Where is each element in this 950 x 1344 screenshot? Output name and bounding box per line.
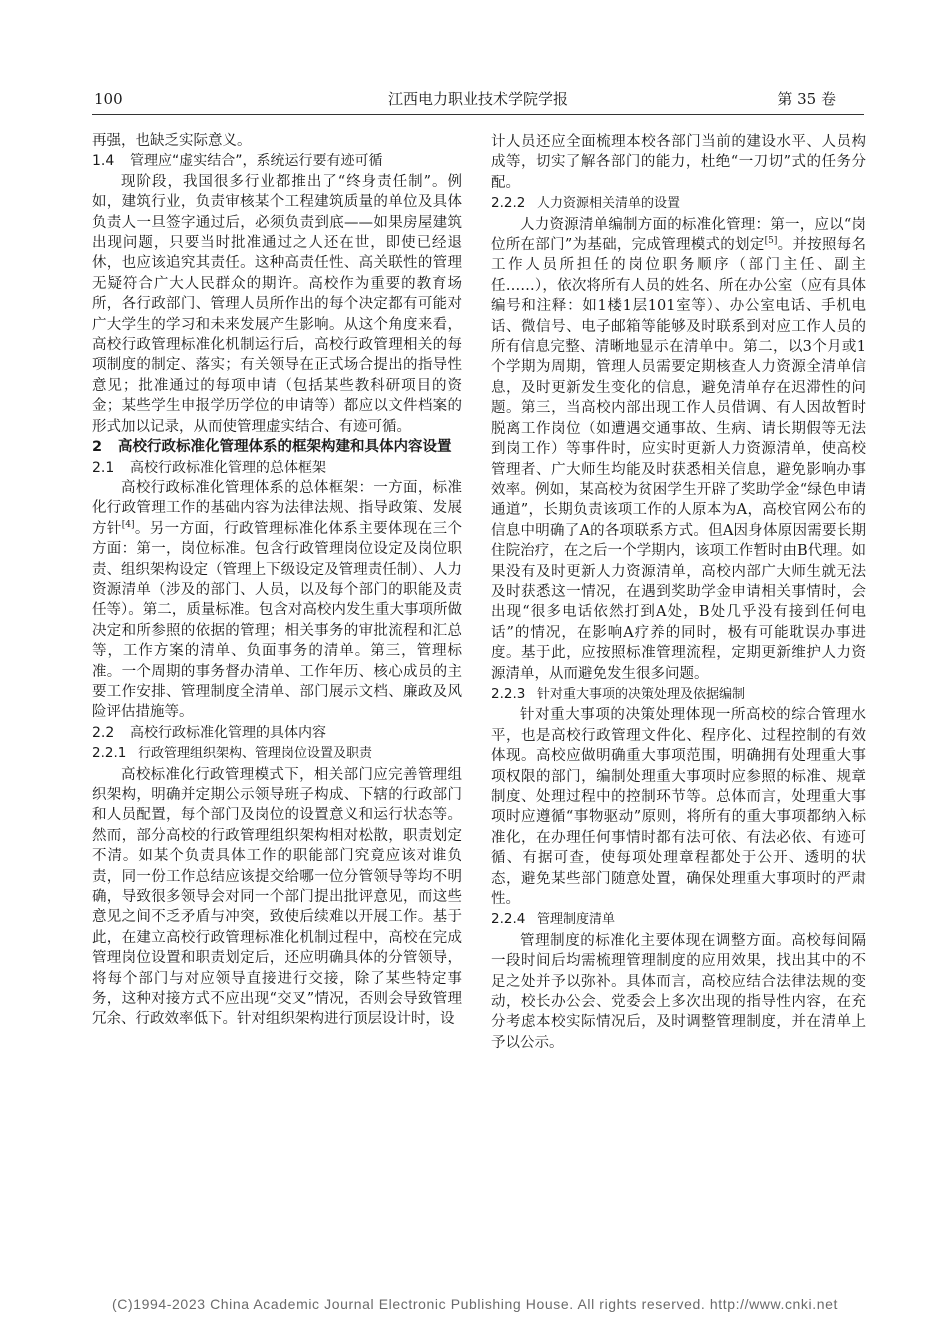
section-number: 1.4 (92, 153, 115, 170)
paragraph-2-2-4: 管理制度的标准化主要体现在调整方面。高校每间隔一段时间后均需梳理管理制度的应用效果，找出其中的不足之处并予以弥补。具体而言，高校应结合法律法规的变动，校长办公会、党委会上多次出现的指导性内容，在充分考虑本校实际情况后，及时调整管理制度，并在清单上予以公示。 (491, 932, 866, 1051)
right-column (491, 132, 866, 1053)
paragraph-2-1 (92, 478, 462, 723)
section-heading-2-2-3 (491, 684, 866, 705)
page-number: 100 (94, 90, 123, 108)
section-heading-2 (92, 437, 462, 457)
section-title: 高校行政标准化管理的总体框架 (130, 459, 326, 476)
paragraph-text: 。另一方面，行政管理标准化体系主要体现在三个方面：第一，岗位标准。包含行政管理岗位设定及岗位职责、组织架构设定（管理上下级设定及管理责任制）、人力资源清单（涉及的部门、人员，以及每个部门的职能及责任等）。第二，质量标准。包含对高校内发生重大事项所做决定和所参照的依据的管理；相关事务的审批流程和汇总等，工作方案的清单、负面事务的清单。第三，管理标准。一个周期的事务督办清单、工作年历、核心成员的主要工作安排、管理制度全清单、部门展示文档、廉政及风险评估措施等。 (92, 520, 463, 721)
left-column (92, 131, 462, 1030)
section-title: 人力资源相关清单的设置 (537, 196, 681, 212)
paragraph-continued: 计人员还应全面梳理本校各部门当前的建设水平、人员构成等，切实了解各部门的能力，杜绝“一刀切”式的任务分配。 (491, 134, 866, 191)
section-heading-2-2-2 (491, 193, 866, 214)
section-number: 2.2.2 (491, 195, 526, 212)
section-number: 2.1 (92, 459, 115, 476)
copyright-footer: (C)1994-2023 China Academic Journal Electronic Publishing House. All rights reserved. http://www.cnki.net (112, 1296, 838, 1312)
section-heading-2-2-4 (491, 909, 866, 930)
volume-label: 第 35 卷 (777, 90, 836, 108)
section-title: 管理应“虚实结合”，系统运行要有迹可循 (130, 153, 383, 170)
section-number: 2 (92, 439, 103, 456)
section-number: 2.2.4 (491, 911, 526, 928)
paragraph-1-4: 现阶段，我国很多行业都推出了“终身责任制”。例如，建筑行业，负责审核某个工程建筑质量的单位及具体负责人一旦签字通过后，必须负责到底——如果房屋建筑出现问题，只要当时批准通过之人还在世，即使已经退休，也应该追究其责任。这种高责任性、高关联性的管理无疑符合广大人民群众的期许。高校作为重要的教育场所，各行政部门、管理人员所作出的每个决定都有可能对广大学生的学习和未来发展产生影响。从这个角度来看，高校行政管理标准化机制运行后，高校行政管理相关的每项制度的制定、落实；有关领导在正式场合提出的指导性意见；批准通过的每项申请（包括某些教科研项目的资金；某些学生申报学历学位的申请等）都应以文件档案的形式加以记录，从而使管理虚实结合、有迹可循。 (92, 173, 462, 435)
section-title: 行政管理组织架构、管理岗位设置及职责 (138, 746, 373, 762)
section-heading-1-4 (92, 151, 462, 171)
section-title: 高校行政标准化管理体系的框架构建和具体内容设置 (118, 439, 452, 456)
paragraph-text: 人力资源清单编制方面的标准化管理：第一，应以“岗位所在部门”为基础，完成管理模式的划定 (491, 216, 866, 254)
citation-4: [4] (121, 519, 135, 530)
section-number: 2.2.3 (491, 685, 526, 702)
paragraph-2-2-3: 针对重大事项的决策处理体现一所高校的综合管理水平，也是高校行政管理文件化、程序化、过程控制的有效体现。高校应做明确重大事项范围，明确拥有处理重大事项权限的部门，编制处理重大事项时应参照的标准、规章制度、处理过程中的控制环节等。总体而言，处理重大事项时应遵循“事物驱动”原则，将所有的重大事项都纳入标准化，在办理任何事情时都有法可依、有法必依、有迹可循、有据可查，使每项处理章程都处于公开、透明的状态，避免某些部门随意处置，确保处理重大事项时的严肃性。 (491, 707, 866, 908)
section-heading-2-2 (92, 723, 462, 743)
paragraph-2-2-1: 高校标准化行政管理模式下，相关部门应完善管理组织架构，明确并定期公示领导班子构成、下辖的行政部门和人员配置，每个部门及岗位的设置意义和运行状态等。然而，部分高校的行政管理组织架构相对松散，职责划定不清。如某个负责具体工作的职能部门究竟应该对谁负责，同一份工作总结应该提交给哪一位分管领导等均不明确，导致很多领导会对同一个部门提出批评意见，而这些意见之间不乏矛盾与冲突，致使后续难以开展工作。基于此，在建立高校行政管理标准化机制过程中，高校在完成管理岗位设置和职责划定后，还应明确具体的分管领导，将每个部门与对应领导直接进行交接，除了某些特定事务，这种对接方式不应出现“交叉”情况，否则会导致管理冗余、行政效率低下。针对组织架构进行顶层设计时，设 (92, 766, 462, 1028)
section-number: 2.2 (92, 724, 115, 741)
citation-5: [5] (764, 236, 778, 247)
paragraph-text: 。并按照每名工作人员所担任的岗位职务顺序（部门主任、副主任……），依次将所有人员的姓名、所在办公室（应有具体编号和注释：如1楼1层101室等）、办公室电话、手机电话、微信号、电子邮箱等能够及时联系到对应工作人员的所有信息完整、清晰地显示在清单中。第二，以3个月或1个学期为周期，管理人员需要定期核查人力资源全清单信息，及时更新发生变化的信息，避免清单存在迟滞性的问题。第三，当高校内部出现工作人员借调、有人因故暂时脱离工作岗位（如遭遇交通事故、生病、请长期假等无法到岗工作）等事件时，应实时更新人力资源清单，使高校管理者、广大师生均能及时获悉相关信息，避免影响办事效率。例如，某高校为贫困学生开辟了奖助学金“绿色申请通道”，长期负责该项工作的人原本为A，高校官网公布的信息中明确了A的各项联系方式。但A因身体原因需要长期住院治疗，在之后一个学期内，该项工作暂时由B代理。如果没有及时更新人力资源清单，高校内部广大师生就无法及时获悉这一情况，在遇到奖助学金申请相关事情时，会出现“很多电话依然打到A处，B处几乎没有接到任何电话”的情况，在影响A疗养的同时，极有可能耽误办事进度。基于此，应按照标准管理流程，定期更新维护人力资源清单，从而避免发生很多问题。 (491, 237, 866, 682)
section-title: 管理制度清单 (537, 912, 616, 928)
section-heading-2-1 (92, 458, 462, 478)
paragraph-continued: 再强，也缺乏实际意义。 (92, 133, 252, 149)
section-title: 高校行政标准化管理的具体内容 (130, 724, 326, 741)
header-rule (92, 114, 864, 115)
section-title: 针对重大事项的决策处理及依据编制 (537, 686, 746, 702)
running-header (92, 86, 864, 112)
journal-title: 江西电力职业技术学院学报 (387, 90, 568, 108)
section-heading-2-2-1 (92, 743, 462, 764)
paragraph-text: 高校行政标准化管理体系的总体框架：一方面，标准化行政管理工作的基础内容为法律法规、指导政策、发展方针 (92, 479, 462, 537)
paragraph-2-2-2 (491, 215, 866, 684)
section-number: 2.2.1 (92, 745, 127, 762)
